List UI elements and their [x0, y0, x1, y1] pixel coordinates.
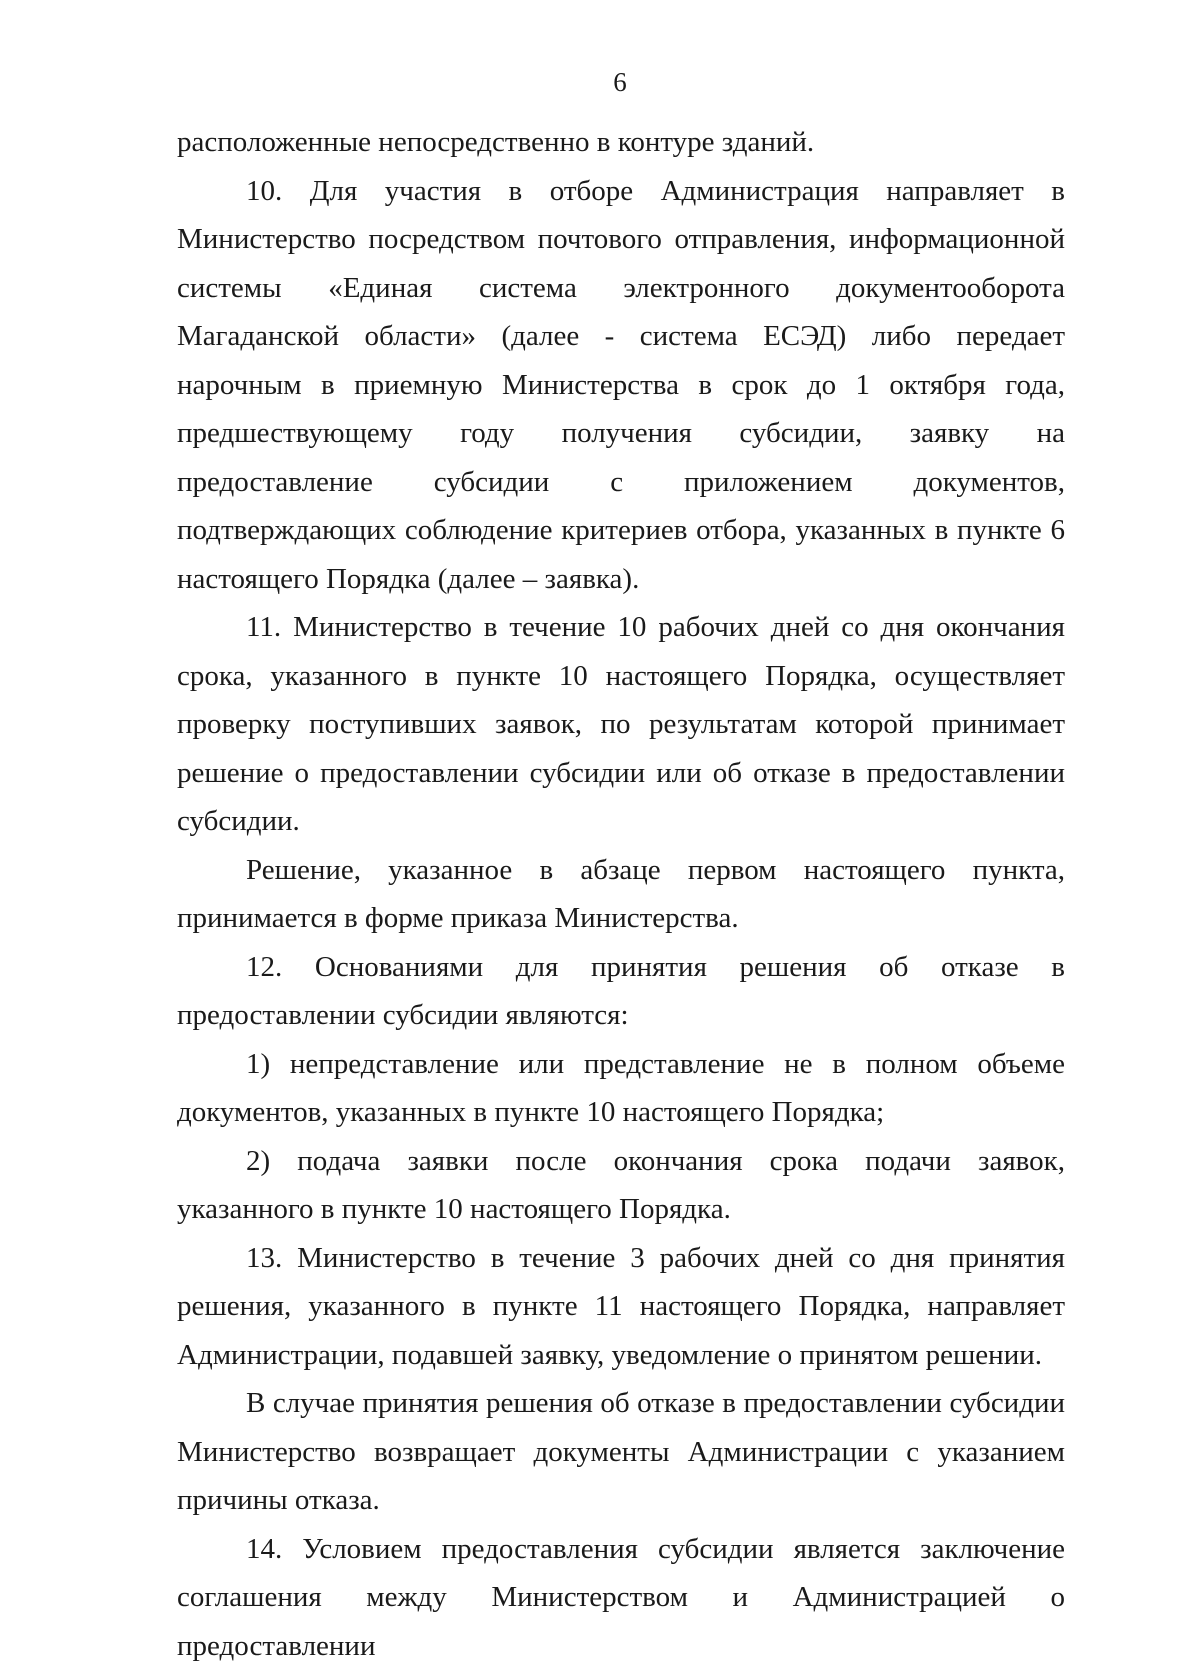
paragraph-item-13-refusal: В случае принятия решения об отказе в предоставлении субсидии Министерство возвращает документы Администрации с указанием причины отказа. [177, 1379, 1065, 1525]
paragraph-item-12: 12. Основаниями для принятия решения об отказе в предоставлении субсидии являются: [177, 943, 1065, 1040]
paragraph-continuation: расположенные непосредственно в контуре зданий. [177, 118, 1065, 167]
document-body [177, 118, 1065, 1670]
paragraph-item-11: 11. Министерство в течение 10 рабочих дней со дня окончания срока, указанного в пункте 10 настоящего Порядка, осуществляет проверку поступивших заявок, по результатам которой принимает решение о предоставлении субсидии или об отказе в предоставлении субсидии. [177, 603, 1065, 846]
paragraph-item-13: 13. Министерство в течение 3 рабочих дней со дня принятия решения, указанного в пункте 11 настоящего Порядка, направляет Администрации, подавшей заявку, уведомление о принятом решении. [177, 1234, 1065, 1380]
page-number: 6 [0, 66, 1200, 98]
paragraph-item-14: 14. Условием предоставления субсидии является заключение соглашения между Министерством и Администрацией о предоставлении [177, 1525, 1065, 1670]
paragraph-item-11-decision: Решение, указанное в абзаце первом настоящего пункта, принимается в форме приказа Министерства. [177, 846, 1065, 943]
paragraph-item-12-subitem-2: 2) подача заявки после окончания срока подачи заявок, указанного в пункте 10 настоящего Порядка. [177, 1137, 1065, 1234]
paragraph-item-12-subitem-1: 1) непредставление или представление не в полном объеме документов, указанных в пункте 10 настоящего Порядка; [177, 1040, 1065, 1137]
paragraph-item-10: 10. Для участия в отборе Администрация направляет в Министерство посредством почтового отправления, информационной системы «Единая система электронного документооборота Магаданской области» (далее - система ЕСЭД) либо передает нарочным в приемную Министерства в срок до 1 октября года, предшествующему году получения субсидии, заявку на предоставление субсидии с приложением документов, подтверждающих соблюдение критериев отбора, указанных в пункте 6 настоящего Порядка (далее – заявка). [177, 167, 1065, 604]
